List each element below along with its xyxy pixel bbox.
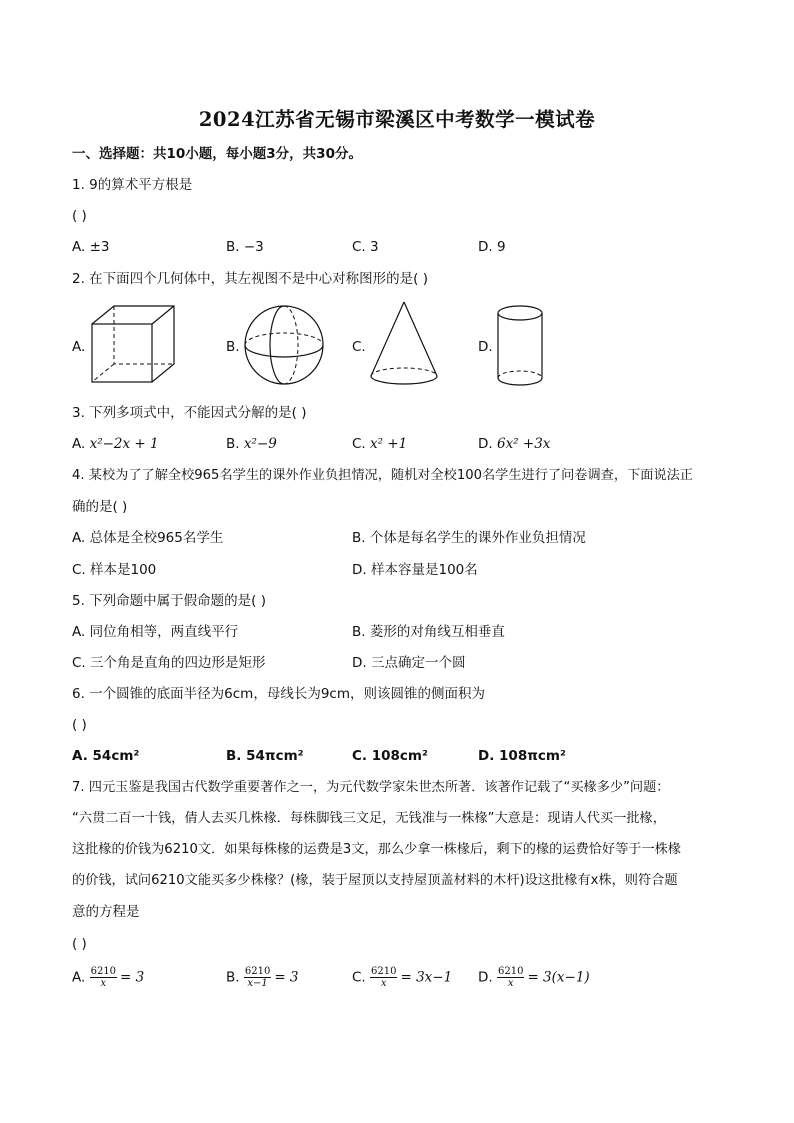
q3-option-b: B. x²−9 [226,436,277,452]
q1-option-d: D. 9 [478,239,506,255]
q5-option-a: A. 同位角相等，两直线平行 [72,624,239,640]
question-1-paren: ( ) [72,208,87,224]
question-7-line2: “六贯二百一十钱，倩人去买几株椽．每株脚钱三文足，无钱准与一株椽”大意是：现请人代买一批椽， [72,811,666,826]
question-6-stem: 6. 一个圆锥的底面半径为6cm，母线长为9cm，则该圆锥的侧面积为 [72,686,485,702]
q2-label-c: C. [352,339,366,355]
q5-option-c: C. 三个角是直角的四边形是矩形 [72,655,266,671]
q5-option-b: B. 菱形的对角线互相垂直 [352,624,505,640]
question-6-paren: ( ) [72,717,87,733]
q3-option-a: A. x²−2x + 1 [72,436,159,452]
question-1-stem: 1. 9的算术平方根是 [72,177,193,193]
q7-option-c: C. $\frac{6210}{x}$ = 3x−1 [352,966,453,989]
q3-option-c: C. x² +1 [352,436,408,452]
cube-icon [88,302,178,386]
question-7-line5: 意的方程是 [72,904,140,920]
question-7-paren: ( ) [72,936,87,952]
q5-option-d: D. 三点确定一个圆 [352,655,466,671]
q6-option-b: B. 54πcm² [226,748,304,764]
sphere-icon [242,304,326,386]
q7-option-a: A. $\frac{6210}{x}$ = 3 [72,966,145,989]
q4-option-b: B. 个体是每名学生的课外作业负担情况 [352,530,586,546]
question-7-line1: 7. 四元玉鉴是我国古代数学重要著作之一，为元代数学家朱世杰所著．该著作记载了“买椽多少”问题： [72,780,670,795]
q1-option-c: C. 3 [352,239,379,255]
q1-option-a: A. ±3 [72,239,110,255]
q6-option-a: A. 54cm² [72,748,140,764]
question-2-stem: 2. 在下面四个几何体中，其左视图不是中心对称图形的是( ) [72,271,428,287]
q7-option-d: D. $\frac{6210}{x}$ = 3(x−1) [478,966,590,989]
q2-label-d: D. [478,339,493,355]
cone-icon [368,300,440,388]
question-4-stem-line1: 4. 某校为了了解全校965名学生的课外作业负担情况，随机对全校100名学生进行了问卷调查，下面说法正 [72,468,693,483]
question-3-stem: 3. 下列多项式中，不能因式分解的是( ) [72,405,307,421]
question-4-stem-line2: 确的是( ) [72,499,128,515]
q2-label-b: B. [226,339,240,355]
q2-label-a: A. [72,339,86,355]
q4-option-c: C. 样本是100 [72,562,157,578]
q1-option-b: B. −3 [226,239,264,255]
question-7-line3: 这批椽的价钱为6210文．如果每株椽的运费是3文，那么少拿一株椽后，剩下的椽的运费恰好等于一株椽 [72,842,682,857]
q6-option-c: C. 108cm² [352,748,428,764]
cylinder-icon [494,304,546,388]
q7-option-b: B. $\frac{6210}{x-1}$ = 3 [226,966,299,989]
question-7-line4: 的价钱，试问6210文能买多少株椽？(椽，装于屋顶以支持屋顶盖材料的木杆)设这批椽有x株，则符合题 [72,873,678,888]
section-heading: 一、选择题：共10小题，每小题3分，共30分。 [72,146,362,162]
page-title: 2024江苏省无锡市梁溪区中考数学一模试卷 [198,108,596,131]
q3-option-d: D. 6x² +3x [478,436,551,452]
question-5-stem: 5. 下列命题中属于假命题的是( ) [72,593,266,609]
q4-option-d: D. 样本容量是100名 [352,562,478,578]
q4-option-a: A. 总体是全校965名学生 [72,530,224,546]
q6-option-d: D. 108πcm² [478,748,566,764]
